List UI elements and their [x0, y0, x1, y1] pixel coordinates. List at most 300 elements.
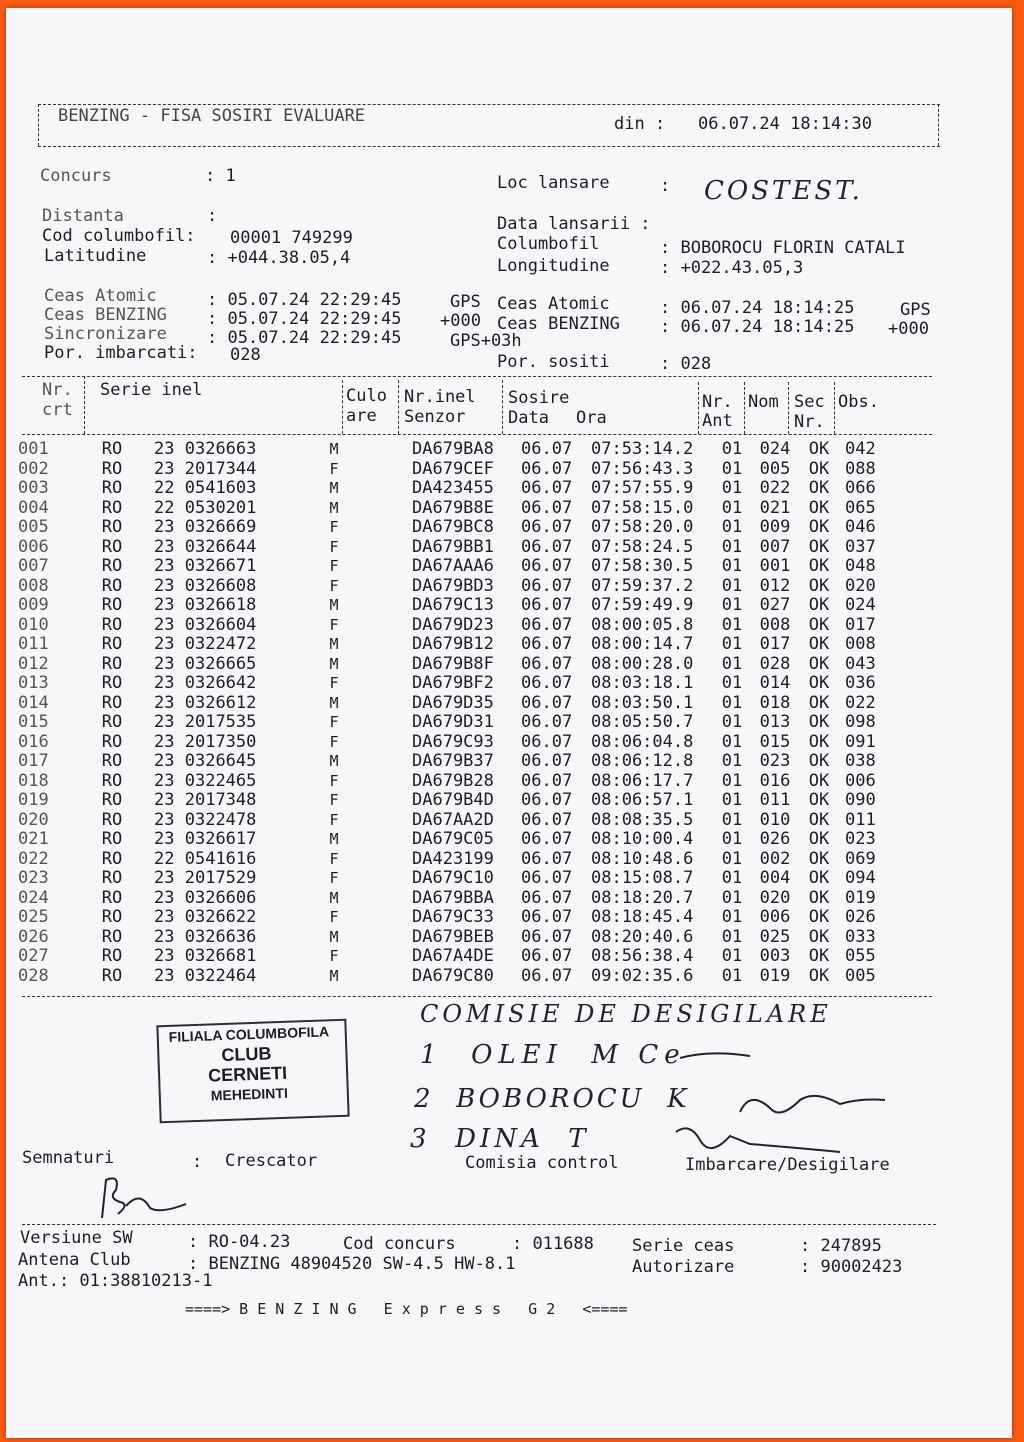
distanta-value: : [207, 206, 218, 226]
row-culoare [354, 596, 412, 616]
porumbei-imbarcati-value: 028 [230, 345, 261, 365]
stamp-line-3: CERNETI [207, 1062, 288, 1086]
row-nom: 023 [759, 751, 791, 771]
row-nr: 024 [18, 887, 49, 908]
row-nom: 024 [759, 439, 791, 459]
row-ora: 07:53:14.2 [591, 439, 694, 459]
row-an: 23 [154, 907, 175, 927]
row-nom: 002 [759, 848, 791, 869]
table-row [18, 538, 905, 558]
row-ant: 01 [721, 770, 743, 791]
row-inel: 0326618 [184, 595, 257, 615]
table-header-rule [22, 434, 932, 435]
row-sex: M [329, 888, 339, 907]
row-senzor: DA423455 [412, 478, 494, 498]
row-data: 06.07 [521, 575, 573, 596]
row-ant: 01 [721, 692, 743, 713]
row-sec: OK [808, 595, 830, 615]
concurs-value: : 1 [205, 166, 236, 186]
row-ant: 01 [721, 575, 743, 596]
row-ant: 01 [721, 868, 743, 888]
loc-lansare-label: Loc lansare [497, 173, 610, 193]
versiune-sw-label: Versiune SW [20, 1228, 133, 1248]
row-tara: RO [101, 829, 123, 849]
row-sex: F [329, 576, 339, 595]
row-sex: F [329, 713, 339, 731]
col-sec-2: Nr. [794, 412, 825, 432]
row-an: 23 [154, 751, 175, 771]
row-ora: 08:03:50.1 [591, 692, 694, 713]
row-obs: 037 [845, 536, 876, 557]
row-senzor: DA679C13 [412, 595, 494, 615]
row-nr: 007 [18, 556, 49, 576]
row-sex: F [329, 810, 339, 829]
row-ant: 01 [721, 731, 743, 752]
row-nr: 025 [18, 907, 49, 927]
row-an: 23 [154, 712, 175, 732]
row-tara: RO [101, 595, 123, 615]
row-obs: 008 [845, 634, 876, 654]
table-row [18, 694, 905, 714]
row-ora: 08:20:40.6 [591, 926, 694, 947]
cod-concurs-label: Cod concurs [343, 1234, 456, 1254]
row-culoare [354, 967, 412, 987]
row-ora: 08:05:50.7 [591, 712, 694, 732]
row-nom: 028 [759, 653, 791, 674]
data-lansarii-label: Data lansarii : [497, 214, 651, 234]
row-sex: M [329, 752, 339, 770]
row-an: 23 [154, 595, 175, 615]
row-serie-inel [146, 479, 314, 499]
row-sec: OK [808, 829, 830, 849]
row-sec: OK [808, 751, 830, 771]
row-serie-inel [146, 752, 314, 772]
row-an: 23 [154, 536, 175, 557]
serie-ceas-value: : 247895 [800, 1236, 882, 1256]
row-nr: 021 [18, 829, 49, 849]
row-sec: OK [808, 458, 830, 479]
table-row [18, 967, 905, 987]
row-obs: 033 [845, 926, 876, 947]
cod-concurs-value: : 011688 [512, 1234, 594, 1254]
row-an: 23 [154, 458, 175, 479]
row-ant: 01 [721, 712, 743, 732]
table-row [18, 674, 905, 694]
row-data: 06.07 [521, 712, 573, 732]
row-inel: 0322478 [184, 809, 257, 830]
print-date-value: 06.07.24 18:14:30 [698, 114, 872, 134]
crescator-signature [90, 1170, 200, 1222]
porumbei-sositi-value: : 028 [660, 354, 712, 374]
row-an: 22 [154, 848, 175, 869]
table-row [18, 752, 905, 772]
row-serie-inel [146, 557, 314, 577]
row-nom: 016 [759, 770, 791, 791]
row-ant: 01 [721, 439, 743, 459]
row-senzor: DA679B4D [412, 790, 494, 810]
table-row [18, 733, 905, 753]
row-inel: 0326608 [184, 575, 257, 596]
ceas-atomic-end-suffix: GPS [900, 300, 931, 320]
columbofil-value: : BOBOROCU FLORIN CATALI [660, 238, 906, 258]
row-serie-inel [146, 967, 314, 987]
row-nom: 021 [759, 497, 791, 518]
table-row [18, 869, 905, 889]
row-inel: 0326622 [184, 907, 257, 927]
row-an: 23 [154, 692, 175, 713]
row-sec: OK [808, 614, 830, 635]
row-tara: RO [101, 848, 123, 869]
report-title: BENZING - FISA SOSIRI EVALUARE [58, 106, 366, 126]
row-serie-inel [146, 518, 314, 538]
row-sex: F [329, 732, 339, 751]
row-data: 06.07 [521, 614, 573, 635]
row-sec: OK [808, 497, 830, 518]
row-culoare [354, 928, 412, 948]
ceas-atomic-end-value: : 06.07.24 18:14:25 [660, 298, 855, 318]
row-tara: RO [101, 517, 123, 537]
row-tara: RO [101, 497, 123, 518]
row-sex: F [329, 869, 339, 887]
row-an: 23 [154, 965, 175, 986]
row-nom: 007 [759, 536, 791, 557]
row-inel: 2017535 [184, 712, 257, 732]
col-obs: Obs. [838, 392, 879, 412]
row-ora: 07:58:20.0 [591, 517, 694, 537]
row-ant: 01 [721, 809, 743, 830]
row-nr: 020 [18, 809, 49, 830]
row-inel: 0541603 [184, 478, 257, 498]
row-obs: 024 [845, 595, 876, 615]
row-nr: 006 [18, 536, 49, 557]
row-an: 22 [154, 478, 175, 498]
header-top-rule [38, 104, 940, 105]
row-obs: 065 [845, 497, 876, 518]
longitudine-label: Longitudine [497, 256, 610, 276]
row-data: 06.07 [521, 478, 573, 498]
row-ant: 01 [721, 673, 743, 693]
row-obs: 066 [845, 478, 876, 498]
row-data: 06.07 [521, 790, 573, 810]
concurs-label: Concurs [40, 166, 112, 186]
row-culoare [354, 908, 412, 928]
stamp-line-2: CLUB [221, 1043, 272, 1066]
row-culoare [354, 791, 412, 811]
row-ant: 01 [721, 790, 743, 810]
row-ora: 08:56:38.4 [591, 946, 694, 966]
row-inel: 0322472 [184, 634, 257, 654]
col-sec-1: Sec [794, 392, 825, 412]
row-ant: 01 [721, 497, 743, 518]
row-senzor: DA679C93 [412, 731, 494, 752]
row-nom: 017 [759, 634, 791, 654]
row-sex: F [329, 518, 339, 536]
row-nom: 027 [759, 595, 791, 615]
row-data: 06.07 [521, 439, 573, 459]
stamp-line-1: FILIALA COLUMBOFILA [168, 1023, 330, 1045]
row-ora: 08:06:04.8 [591, 731, 694, 752]
row-ora: 08:10:48.6 [591, 848, 694, 869]
row-tara: RO [101, 790, 123, 810]
row-serie-inel [146, 694, 314, 714]
row-data: 06.07 [521, 848, 573, 869]
latitudine-value: : +044.38.05,4 [207, 248, 351, 268]
row-senzor: DA679BD3 [412, 575, 494, 596]
antena-club-value: : BENZING 48904520 SW-4.5 HW-8.1 [188, 1254, 516, 1274]
row-data: 06.07 [521, 556, 573, 576]
ceas-atomic-start-value: : 05.07.24 22:29:45 [207, 290, 402, 310]
row-senzor: DA679C05 [412, 829, 494, 849]
row-tara: RO [101, 478, 123, 498]
col-sep-6 [744, 382, 745, 434]
row-culoare [354, 811, 412, 831]
table-row [18, 850, 905, 870]
row-inel: 0326642 [184, 673, 257, 693]
row-culoare [354, 674, 412, 694]
row-sec: OK [808, 887, 830, 908]
table-row [18, 830, 905, 850]
row-inel: 0541616 [184, 848, 257, 869]
col-culoare-1: Culo [346, 386, 387, 406]
row-nr: 010 [18, 614, 49, 635]
row-ant: 01 [721, 614, 743, 635]
row-culoare [354, 869, 412, 889]
row-an: 23 [154, 731, 175, 752]
sincronizare-suffix: GPS+03h [450, 331, 522, 351]
ceas-benzing-end-suffix: +000 [888, 319, 929, 339]
row-ant: 01 [721, 926, 743, 947]
row-sex: F [329, 537, 339, 556]
row-ant: 01 [721, 751, 743, 771]
row-tara: RO [101, 614, 123, 635]
semnaturi-colon: : [192, 1152, 203, 1172]
row-ant: 01 [721, 887, 743, 908]
ceas-atomic-end-label: Ceas Atomic [497, 294, 610, 314]
row-nr: 027 [18, 946, 49, 966]
col-ora: Ora [576, 408, 607, 428]
comisie-member-1-handwritten: 1 OLEI M Ce [420, 1040, 686, 1070]
row-serie-inel [146, 538, 314, 558]
row-sex: M [329, 966, 339, 985]
row-data: 06.07 [521, 868, 573, 888]
row-data: 06.07 [521, 770, 573, 791]
row-tara: RO [101, 556, 123, 576]
row-obs: 038 [845, 751, 876, 771]
col-sosire: Sosire [508, 388, 570, 408]
table-bottom-rule [22, 996, 932, 997]
row-data: 06.07 [521, 634, 573, 654]
row-serie-inel [146, 596, 314, 616]
row-ant: 01 [721, 634, 743, 654]
row-nr: 009 [18, 595, 49, 615]
row-data: 06.07 [521, 751, 573, 771]
row-ant: 01 [721, 517, 743, 537]
row-serie-inel [146, 713, 314, 733]
columbofil-label: Columbofil [497, 234, 600, 254]
col-nom: Nom [748, 392, 779, 412]
row-nom: 005 [759, 458, 791, 479]
row-tara: RO [101, 770, 123, 791]
row-sex: M [329, 830, 339, 848]
table-row [18, 518, 905, 538]
row-ora: 08:00:28.0 [591, 653, 694, 674]
row-senzor: DA679D35 [412, 692, 494, 713]
row-inel: 2017529 [184, 868, 257, 888]
row-nom: 025 [759, 926, 791, 947]
row-an: 23 [154, 809, 175, 830]
row-sec: OK [808, 653, 830, 674]
row-tara: RO [101, 653, 123, 674]
row-nom: 022 [759, 478, 791, 498]
table-row [18, 440, 905, 460]
row-obs: 090 [845, 790, 876, 810]
row-obs: 043 [845, 653, 876, 674]
row-senzor: DA67AA2D [412, 809, 494, 830]
table-row [18, 928, 905, 948]
table-row [18, 499, 905, 519]
row-serie-inel [146, 655, 314, 675]
row-senzor: DA679C80 [412, 965, 494, 986]
row-senzor: DA679B37 [412, 751, 494, 771]
versiune-sw-value: : RO-04.23 [188, 1232, 291, 1252]
row-an: 23 [154, 614, 175, 635]
table-row [18, 577, 905, 597]
longitudine-value: : +022.43.05,3 [660, 258, 804, 278]
row-culoare [354, 577, 412, 597]
row-nom: 012 [759, 575, 791, 596]
row-tara: RO [101, 439, 123, 459]
row-serie-inel [146, 908, 314, 928]
row-inel: 0322465 [184, 770, 257, 791]
col-sep-7 [788, 382, 789, 434]
row-serie-inel [146, 460, 314, 480]
table-row [18, 596, 905, 616]
row-serie-inel [146, 791, 314, 811]
col-data: Data [508, 408, 549, 428]
row-inel: 0326604 [184, 614, 257, 635]
row-tara: RO [101, 634, 123, 654]
row-data: 06.07 [521, 458, 573, 479]
col-sep-8 [834, 382, 835, 434]
row-sex: M [329, 596, 339, 614]
row-ora: 07:58:15.0 [591, 497, 694, 518]
table-row [18, 557, 905, 577]
row-culoare [354, 752, 412, 772]
row-inel: 0326669 [184, 517, 257, 537]
row-sec: OK [808, 575, 830, 596]
row-data: 06.07 [521, 673, 573, 693]
row-sex: F [329, 674, 339, 692]
row-data: 06.07 [521, 926, 573, 947]
row-ora: 07:59:37.2 [591, 575, 694, 596]
row-an: 23 [154, 887, 175, 908]
row-sex: M [329, 654, 339, 673]
row-culoare [354, 518, 412, 538]
row-obs: 098 [845, 712, 876, 732]
porumbei-imbarcati-label: Por. imbarcati: [44, 343, 198, 363]
comisie-desigilare-handwritten: COMISIE DE DESIGILARE [420, 1000, 832, 1028]
row-sec: OK [808, 770, 830, 791]
table-row [18, 889, 905, 909]
row-senzor: DA679C33 [412, 907, 494, 927]
ceas-atomic-start-suffix: GPS [450, 292, 481, 312]
row-obs: 046 [845, 517, 876, 537]
row-serie-inel [146, 616, 314, 636]
table-row [18, 947, 905, 967]
row-nr: 012 [18, 653, 49, 674]
row-sec: OK [808, 692, 830, 713]
row-senzor: DA679BF2 [412, 673, 494, 693]
row-senzor: DA679D23 [412, 614, 494, 635]
row-sex: M [329, 498, 339, 517]
row-tara: RO [101, 575, 123, 596]
row-an: 23 [154, 926, 175, 947]
row-inel: 0326663 [184, 439, 257, 459]
crescator-label: Crescator [225, 1151, 318, 1171]
row-serie-inel [146, 830, 314, 850]
row-an: 23 [154, 517, 175, 537]
table-row [18, 908, 905, 928]
row-ora: 08:18:45.4 [591, 907, 694, 927]
row-tara: RO [101, 946, 123, 966]
row-nr: 018 [18, 770, 49, 791]
row-nom: 001 [759, 556, 791, 576]
row-data: 06.07 [521, 536, 573, 557]
row-nom: 013 [759, 712, 791, 732]
row-ora: 07:59:49.9 [591, 595, 694, 615]
row-data: 06.07 [521, 907, 573, 927]
row-senzor: DA679BA8 [412, 439, 494, 459]
row-tara: RO [101, 751, 123, 771]
print-date-label: din : [614, 114, 666, 134]
row-ant: 01 [721, 595, 743, 615]
row-culoare [354, 694, 412, 714]
footer-rule [22, 1224, 936, 1225]
row-nr: 005 [18, 517, 49, 537]
row-ant: 01 [721, 848, 743, 869]
row-inel: 0326681 [184, 946, 257, 966]
row-sec: OK [808, 634, 830, 654]
row-serie-inel [146, 850, 314, 870]
row-inel: 0326612 [184, 692, 257, 713]
row-ora: 07:58:24.5 [591, 536, 694, 557]
row-nom: 008 [759, 614, 791, 635]
row-senzor: DA679B8F [412, 653, 494, 674]
cod-columbofil-value: 00001 749299 [230, 228, 353, 248]
row-obs: 006 [845, 770, 876, 791]
row-tara: RO [101, 965, 123, 986]
ceas-benzing-start-label: Ceas BENZING [44, 305, 167, 325]
row-culoare [354, 479, 412, 499]
row-ora: 08:18:20.7 [591, 887, 694, 908]
sincronizare-label: Sincronizare [44, 324, 167, 344]
row-serie-inel [146, 440, 314, 460]
row-an: 23 [154, 790, 175, 810]
row-nr: 001 [18, 439, 49, 459]
row-serie-inel [146, 577, 314, 597]
row-obs: 094 [845, 868, 876, 888]
row-ora: 08:06:12.8 [591, 751, 694, 771]
row-inel: 0326636 [184, 926, 257, 947]
row-sec: OK [808, 965, 830, 986]
row-sex: M [329, 635, 339, 653]
table-row [18, 772, 905, 792]
crescator-signature-stroke [102, 1178, 186, 1218]
col-sep-4 [502, 380, 503, 434]
row-inel: 0326671 [184, 556, 257, 576]
row-inel: 0326606 [184, 887, 257, 908]
col-sep-2 [342, 380, 343, 434]
